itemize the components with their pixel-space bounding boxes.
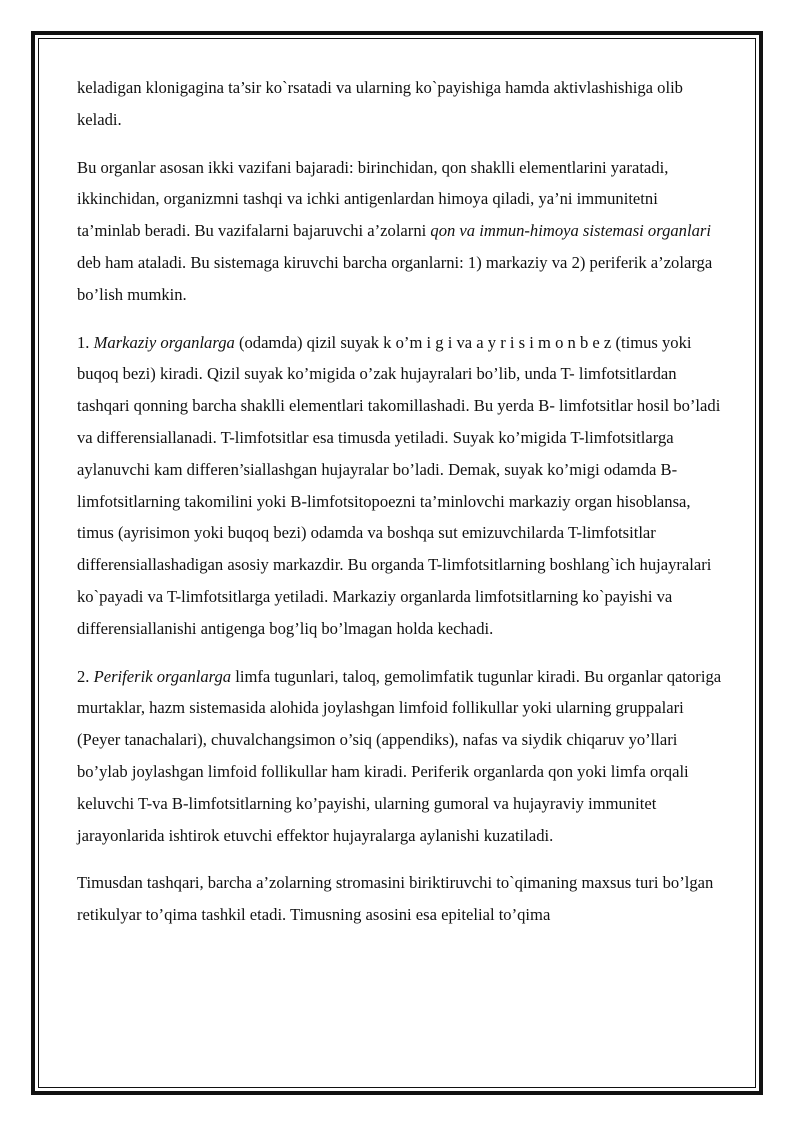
text-run: deb ham ataladi. Bu sistemaga kiruvchi barcha organlarni: 1) markaziy va 2) periferik a’zolarga bo’lish mumkin. [77,252,713,304]
text-run: keladigan klonigagina ta’sir ko`rsatadi va ularning ko`payishiga hamda aktivlashishiga olib keladi. [77,78,683,129]
paragraph-1 [77,72,725,136]
paragraph-5 [77,867,725,931]
text-run: (odamda) qizil suyak k o’m i g i va a y r i s i m o n b e z (timus yoki buqoq bezi) kiradi. Qizil suyak ko’migida o’zak hujayralari bo’lib, unda T- limfotsitlardan tashqari qonning barcha shaklli elementlari takomillashadi. Bu yerda B- limfotsitlar hosil bo’ladi va differensiallanadi. T-limfotsitlar esa timusda yetiladi. Suyak ko’migida T-limfotsitlarga aylanuvchi kam differen’siallashgan hujayralar bo’ladi. Demak, suyak ko’migi odamda B- limfotsitlarning takomilini yoki B-limfotsitopoezni ta’minlovchi markaziy organ hisoblansa, timus (ayrisimon yoki buqoq bezi) odamda va boshqa sut emizuvchilarda T-limfotsitlar differensiallashadigan asosiy markazdir. Bu organda T-limfotsitlarning boshlang`ich hujayralari ko`payadi va T-limfotsitlarga yetiladi. Markaziy organlarda limfotsitlarning ko`payishi va differensiallanishi antigenga bog’liq bo’lmagan holda kechadi. [77,332,721,638]
text-run: limfa tugunlari, taloq, gemolimfatik tugunlar kiradi. Bu organlar qatoriga murtaklar, hazm sistemasida alohida joylashgan limfoid follikullar yoki ularning gruppalari (Peyer tanachalari), chuvalchangsimon o’siq (appendiks), nafas va siydik chiqaruv yo’llari bo’ylab joylashgan limfoid follikullar ham kiradi. Periferik organlarda qon yoki limfa orqali keluvchi T-va B-limfotsitlarning ko’payishi, ularning gumoral va hujayraviy immunitet jarayonlarida ishtirok etuvchi effektor hujayralarga aylanishi kuzatiladi. [77,666,722,845]
paragraph-2 [77,152,725,311]
paragraph-3 [77,327,725,645]
italic-term: qon va immun-himoya sistemasi organlari [430,221,711,241]
paragraph-4 [77,661,725,852]
text-run: 2. [77,666,94,686]
document-body [77,72,725,947]
text-run: Bu organlar asosan ikki vazifani bajaradi: birinchidan, qon shaklli elementlarini yaratadi, ikkinchidan, organizmni tashqi va ichki antigenlardan himoya qiladi, ya’ni immunitetni ta’minlab beradi. Bu vazifalarni bajaruvchi a’zolarni [77,157,669,241]
italic-term: Markaziy organlarga [93,332,235,352]
text-run: 1. [77,332,94,352]
text-run: Timusdan tashqari, barcha a’zolarning stromasini biriktiruvchi to`qimaning maxsus turi bo’lgan retikulyar to’qima tashkil etadi. Timusning asosini esa epitelial to’qima [77,873,714,925]
italic-term: Periferik organlarga [93,666,232,686]
